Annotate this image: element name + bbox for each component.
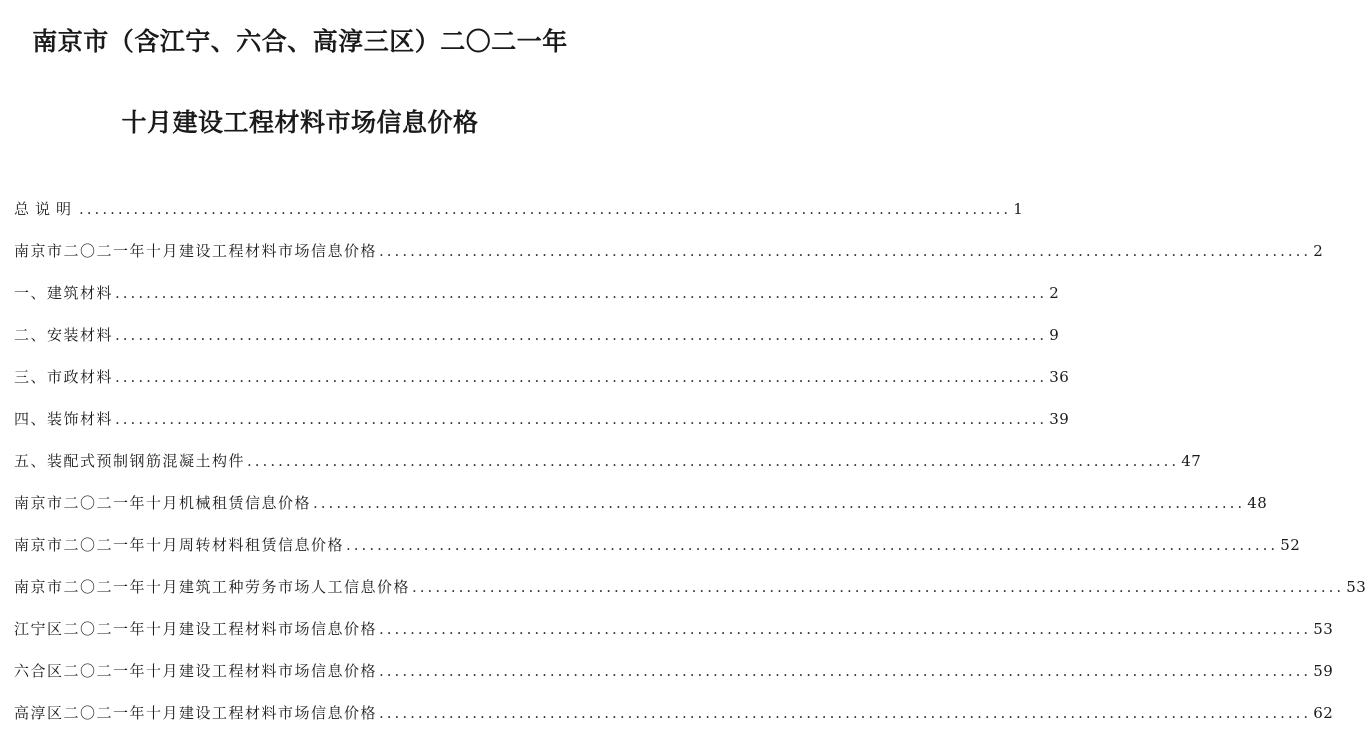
toc-entry[interactable] <box>14 282 1060 324</box>
toc-leader-dots: ........................................................................................................................ <box>247 452 1180 470</box>
toc-entry-page: 59 <box>1313 662 1334 680</box>
toc-entry-label: 四、装饰材料 <box>14 410 114 428</box>
toc-leader-dots: ........................................................................................................................ <box>346 536 1279 554</box>
toc-entry-label: 一、建筑材料 <box>14 284 114 302</box>
toc-leader-dots: ........................................................................................................................ <box>379 242 1312 260</box>
toc-entry-page: 9 <box>1049 326 1060 344</box>
toc-entry[interactable] <box>14 702 1334 744</box>
document-title-line-2: 十月建设工程材料市场信息价格 <box>121 108 479 137</box>
toc-leader-dots: ........................................................................................................................ <box>79 200 1012 218</box>
toc-leader-dots: ........................................................................................................................ <box>115 284 1048 302</box>
toc-entry-page: 47 <box>1181 452 1202 470</box>
toc-entry[interactable] <box>14 324 1060 366</box>
toc-entry[interactable] <box>14 576 1366 618</box>
toc-entry-page: 48 <box>1247 494 1268 512</box>
table-of-contents <box>14 198 1366 744</box>
toc-entry[interactable] <box>14 534 1301 576</box>
toc-entry-page: 39 <box>1049 410 1070 428</box>
toc-entry[interactable] <box>14 660 1334 702</box>
toc-entry-label: 江宁区二〇二一年十月建设工程材料市场信息价格 <box>14 620 378 638</box>
toc-entry-label: 高淳区二〇二一年十月建设工程材料市场信息价格 <box>14 704 378 722</box>
toc-entry[interactable] <box>14 408 1070 450</box>
toc-entry-label: 三、市政材料 <box>14 368 114 386</box>
toc-entry-label: 南京市二〇二一年十月周转材料租赁信息价格 <box>14 536 345 554</box>
toc-entry-label: 南京市二〇二一年十月建筑工种劳务市场人工信息价格 <box>14 578 411 596</box>
toc-entry-page: 53 <box>1313 620 1334 638</box>
toc-entry-page: 62 <box>1313 704 1334 722</box>
toc-entry[interactable] <box>14 618 1334 660</box>
toc-entry-label: 南京市二〇二一年十月机械租赁信息价格 <box>14 494 312 512</box>
toc-entry[interactable] <box>14 492 1268 534</box>
toc-entry-label: 南京市二〇二一年十月建设工程材料市场信息价格 <box>14 242 378 260</box>
toc-leader-dots: ........................................................................................................................ <box>115 326 1048 344</box>
toc-entry-label: 六合区二〇二一年十月建设工程材料市场信息价格 <box>14 662 378 680</box>
toc-entry-page: 36 <box>1049 368 1070 386</box>
toc-leader-dots: ........................................................................................................................ <box>379 620 1312 638</box>
toc-leader-dots: ........................................................................................................................ <box>115 368 1048 386</box>
toc-entry-page: 53 <box>1346 578 1366 596</box>
toc-entry[interactable] <box>14 240 1324 282</box>
toc-entry-label: 总说明 <box>14 200 78 218</box>
toc-entry-page: 2 <box>1049 284 1060 302</box>
toc-entry-page: 2 <box>1313 242 1324 260</box>
toc-leader-dots: ........................................................................................................................ <box>313 494 1246 512</box>
toc-entry-label: 二、安装材料 <box>14 326 114 344</box>
toc-leader-dots: ........................................................................................................................ <box>379 704 1312 722</box>
toc-leader-dots: ........................................................................................................................ <box>115 410 1048 428</box>
toc-entry[interactable] <box>14 198 1024 240</box>
document-title-line-1: 南京市（含江宁、六合、高淳三区）二〇二一年 <box>32 27 568 56</box>
toc-entry-page: 52 <box>1280 536 1301 554</box>
toc-leader-dots: ........................................................................................................................ <box>412 578 1345 596</box>
toc-leader-dots: ........................................................................................................................ <box>379 662 1312 680</box>
toc-entry-label: 五、装配式预制钢筋混凝土构件 <box>14 452 246 470</box>
toc-entry[interactable] <box>14 366 1070 408</box>
toc-entry-page: 1 <box>1013 200 1024 218</box>
toc-entry[interactable] <box>14 450 1202 492</box>
